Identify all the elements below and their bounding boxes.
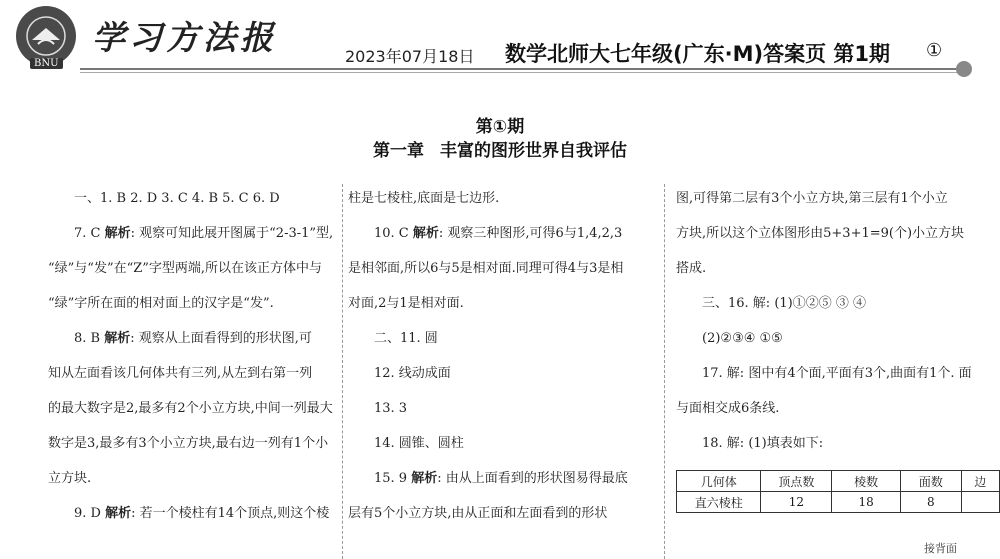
logo-emblem-icon xyxy=(24,14,68,58)
issue-heading: 第①期 xyxy=(475,117,525,137)
answer-line xyxy=(48,254,336,289)
answer-text: 知从左面看该几何体共有三列,从左到右第一列 xyxy=(48,366,313,381)
answer-text: 柱是七棱柱,底面是七边形. xyxy=(348,191,500,206)
answer-line xyxy=(48,394,336,429)
answer-text: 一、1. B 2. D 3. C 4. B 5. C 6. D xyxy=(74,191,280,206)
answer-text: 14. 圆锥、圆柱 xyxy=(374,436,464,451)
answer-text: 图,可得第二层有3个小立方块,第三层有1个小立 xyxy=(676,191,948,206)
table-cell: 直六棱柱 xyxy=(677,492,761,513)
newspaper-logo xyxy=(16,6,76,66)
table-cell: 18 xyxy=(832,492,901,513)
answer-line xyxy=(676,359,980,394)
answer-text: “绿”与“发”在“Z”字型两端,所以在该正方体中与 xyxy=(48,261,323,276)
question-number: 8. B xyxy=(74,331,105,346)
issue-date: 2023年07月18日 xyxy=(345,47,475,66)
table-row xyxy=(677,492,1000,513)
continue-on-back-note: 接背面 xyxy=(924,542,957,555)
answer-column-2 xyxy=(348,184,652,559)
answer-text: 17. 解: 图中有4个面,平面有3个,曲面有1个. 面 xyxy=(702,366,972,381)
answer-line xyxy=(676,254,980,289)
answer-text: : 观察从上面看得到的形状图,可 xyxy=(130,331,312,346)
table-header-cell: 棱数 xyxy=(832,471,901,492)
question-number: 9. D xyxy=(74,506,106,521)
answer-line xyxy=(48,429,336,464)
answer-line xyxy=(676,289,980,324)
answer-line xyxy=(48,184,336,219)
explanation-label: 解析 xyxy=(104,226,131,241)
answer-line xyxy=(676,184,980,219)
answer-line xyxy=(676,429,980,464)
answer-text: : 由从上面看到的形状图易得最底 xyxy=(437,471,628,486)
answer-text: (2)②③④ ①⑤ xyxy=(702,331,783,346)
table-cell xyxy=(961,492,999,513)
explanation-label: 解析 xyxy=(411,471,438,486)
answer-line xyxy=(348,429,652,464)
paper-name: 学习方法报 xyxy=(92,18,277,57)
column-divider xyxy=(342,184,343,559)
answer-column-1 xyxy=(48,184,336,559)
answer-line xyxy=(48,499,336,534)
answer-line xyxy=(348,254,652,289)
header-rule xyxy=(80,68,964,70)
table-cell: 8 xyxy=(901,492,961,513)
table-header-cell: 边 xyxy=(961,471,999,492)
answer-text: “绿”字所在面的相对面上的汉字是“发”. xyxy=(48,296,274,311)
table-cell: 12 xyxy=(761,492,832,513)
answer-text: 层有5个小立方块,由从正面和左面看到的形状 xyxy=(348,506,608,521)
issue-title: 数学北师大七年级(广东·M)答案页 第1期 xyxy=(505,42,890,66)
answer-text: 三、16. 解: (1)①②⑤ ③ ④ xyxy=(702,296,866,311)
answer-line xyxy=(348,184,652,219)
answer-text: 立方块. xyxy=(48,471,92,486)
answer-text: 13. 3 xyxy=(374,401,408,416)
answer-text: 与面相交成6条线. xyxy=(676,401,780,416)
explanation-label: 解析 xyxy=(412,226,439,241)
table-header-cell: 顶点数 xyxy=(761,471,832,492)
explanation-label: 解析 xyxy=(105,506,132,521)
chapter-heading: 第一章 丰富的图形世界自我评估 xyxy=(373,141,627,161)
table-header-cell: 几何体 xyxy=(677,471,761,492)
answer-text: 是相邻面,所以6与5是相对面.同理可得4与3是相 xyxy=(348,261,624,276)
answer-text: 18. 解: (1)填表如下: xyxy=(702,436,824,451)
answer-text: : 观察可知此展开图属于“2-3-1”型, xyxy=(130,226,334,241)
answer-line xyxy=(348,464,652,499)
answer-line xyxy=(348,359,652,394)
question-number: 10. C xyxy=(374,226,413,241)
answer-line xyxy=(48,464,336,499)
answer-text: 搭成. xyxy=(676,261,707,276)
answer-line xyxy=(48,359,336,394)
answer-text: 数字是3,最多有3个小立方块,最右边一列有1个小 xyxy=(48,436,329,451)
answer-line xyxy=(676,324,980,359)
logo-tag: BNU xyxy=(30,58,63,69)
answer-line xyxy=(48,289,336,324)
answer-line xyxy=(676,394,980,429)
question-number: 15. 9 xyxy=(374,471,412,486)
header-rule-thin xyxy=(80,72,964,73)
column-divider xyxy=(664,184,665,559)
answer-line xyxy=(348,289,652,324)
question-number: 7. C xyxy=(74,226,105,241)
answer-line xyxy=(348,394,652,429)
answer-line xyxy=(48,219,336,254)
answer-text: : 观察三种图形,可得6与1,4,2,3 xyxy=(438,226,623,241)
answer-table xyxy=(676,470,1000,513)
answer-text: 的最大数字是2,最多有2个小立方块,中间一列最大 xyxy=(48,401,333,416)
answer-line xyxy=(348,499,652,534)
table-header-row xyxy=(677,471,1000,492)
answer-text: 对面,2与1是相对面. xyxy=(348,296,464,311)
answer-line xyxy=(348,324,652,359)
answer-text: 方块,所以这个立体图形由5+3+1=9(个)小立方块 xyxy=(676,226,965,241)
header-dot xyxy=(956,61,972,77)
answer-line xyxy=(48,324,336,359)
page-number: ① xyxy=(926,40,943,61)
page-header xyxy=(0,0,1000,86)
answer-line xyxy=(676,219,980,254)
answer-text: : 若一个棱柱有14个顶点,则这个棱 xyxy=(131,506,330,521)
answer-text: 二、11. 圆 xyxy=(374,331,438,346)
table-header-cell: 面数 xyxy=(901,471,961,492)
answer-text: 12. 线动成面 xyxy=(374,366,451,381)
explanation-label: 解析 xyxy=(104,331,131,346)
answer-line xyxy=(348,219,652,254)
